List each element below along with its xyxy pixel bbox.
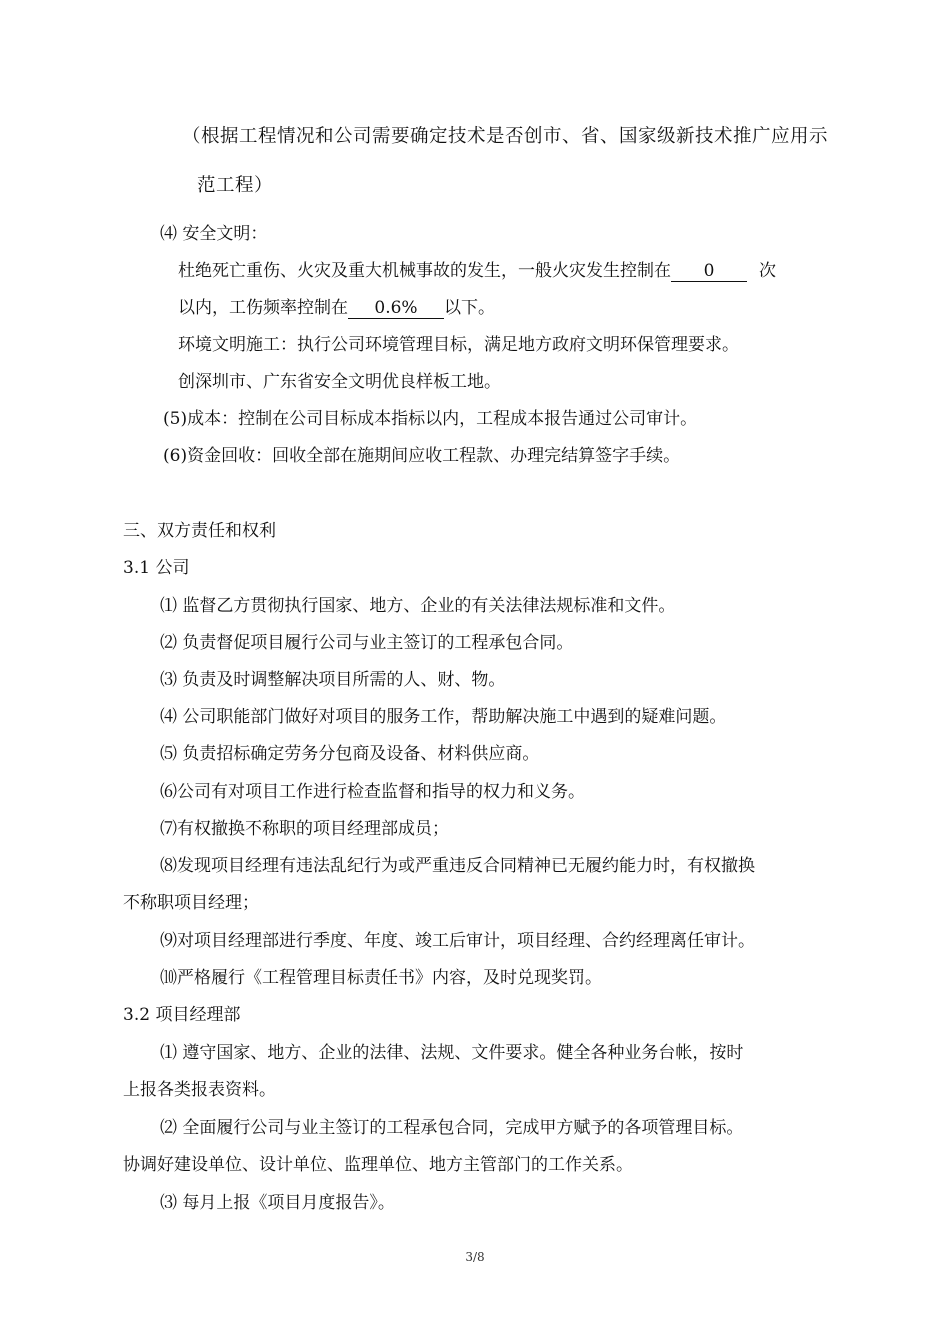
safety-p2-text: 以内，工伤频率控制在 <box>178 298 348 318</box>
pm-item-continuation: 上报各类报表资料。 <box>123 1080 276 1100</box>
section-3-title: 三、双方责任和权利 <box>123 521 276 541</box>
company-item-continuation: 不称职项目经理； <box>123 893 259 913</box>
safety-paragraph-3: 环境文明施工：执行公司环境管理目标，满足地方政府文明环保管理要求。 <box>178 335 739 355</box>
company-item: ⑽严格履行《工程管理目标责任书》内容，及时兑现奖罚。 <box>160 968 602 988</box>
pm-item: ⑵ 全面履行公司与业主签订的工程承包合同，完成甲方赋予的各项管理目标。 <box>160 1118 744 1138</box>
subsection-3-1-title: 3.1 公司 <box>123 558 190 578</box>
heading-line-2: 范工程） <box>197 175 274 196</box>
heading-line-1: （根据工程情况和公司需要确定技术是否创市、省、国家级新技术推广应用示 <box>182 126 829 147</box>
fund-recovery-item: (6)资金回收：回收全部在施期间应收工程款、办理完结算签字手续。 <box>163 446 681 466</box>
safety-p1-unit: 次 <box>759 261 776 281</box>
safety-paragraph-2 <box>178 296 495 320</box>
company-item: ⑻发现项目经理有违法乱纪行为或严重违反合同精神已无履约能力时，有权撤换 <box>160 856 755 876</box>
subsection-3-2-title: 3.2 项目经理部 <box>123 1005 241 1025</box>
company-item: ⑶ 负责及时调整解决项目所需的人、财、物。 <box>160 670 506 690</box>
safety-paragraph-4: 创深圳市、广东省安全文明优良样板工地。 <box>178 372 501 392</box>
company-item: ⑸ 负责招标确定劳务分包商及设备、材料供应商。 <box>160 744 540 764</box>
safety-title: ⑷ 安全文明： <box>160 224 268 244</box>
company-item: ⑵ 负责督促项目履行公司与业主签订的工程承包合同。 <box>160 633 574 653</box>
injury-rate-value: 0.6% <box>348 298 444 319</box>
company-item: ⑹公司有对项目工作进行检查监督和指导的权力和义务。 <box>160 782 585 802</box>
page-number: 3/8 <box>465 1250 485 1264</box>
safety-p1-text: 杜绝死亡重伤、火灾及重大机械事故的发生，一般火灾发生控制在 <box>178 261 671 281</box>
company-item: ⑼对项目经理部进行季度、年度、竣工后审计，项目经理、合约经理离任审计。 <box>160 931 755 951</box>
pm-item: ⑶ 每月上报《项目月度报告》。 <box>160 1193 395 1213</box>
company-item: ⑺有权撤换不称职的项目经理部成员； <box>160 819 449 839</box>
company-item: ⑷ 公司职能部门做好对项目的服务工作，帮助解决施工中遇到的疑难问题。 <box>160 707 727 727</box>
pm-item: ⑴ 遵守国家、地方、企业的法律、法规、文件要求。健全各种业务台帐，按时 <box>160 1043 744 1063</box>
cost-item: (5)成本：控制在公司目标成本指标以内，工程成本报告通过公司审计。 <box>163 409 698 429</box>
safety-paragraph-1 <box>178 259 776 283</box>
pm-item-continuation: 协调好建设单位、设计单位、监理单位、地方主管部门的工作关系。 <box>123 1155 633 1175</box>
fire-control-value: 0 <box>671 261 747 282</box>
company-item: ⑴ 监督乙方贯彻执行国家、地方、企业的有关法律法规标准和文件。 <box>160 596 676 616</box>
safety-p2-tail: 以下。 <box>444 298 495 318</box>
